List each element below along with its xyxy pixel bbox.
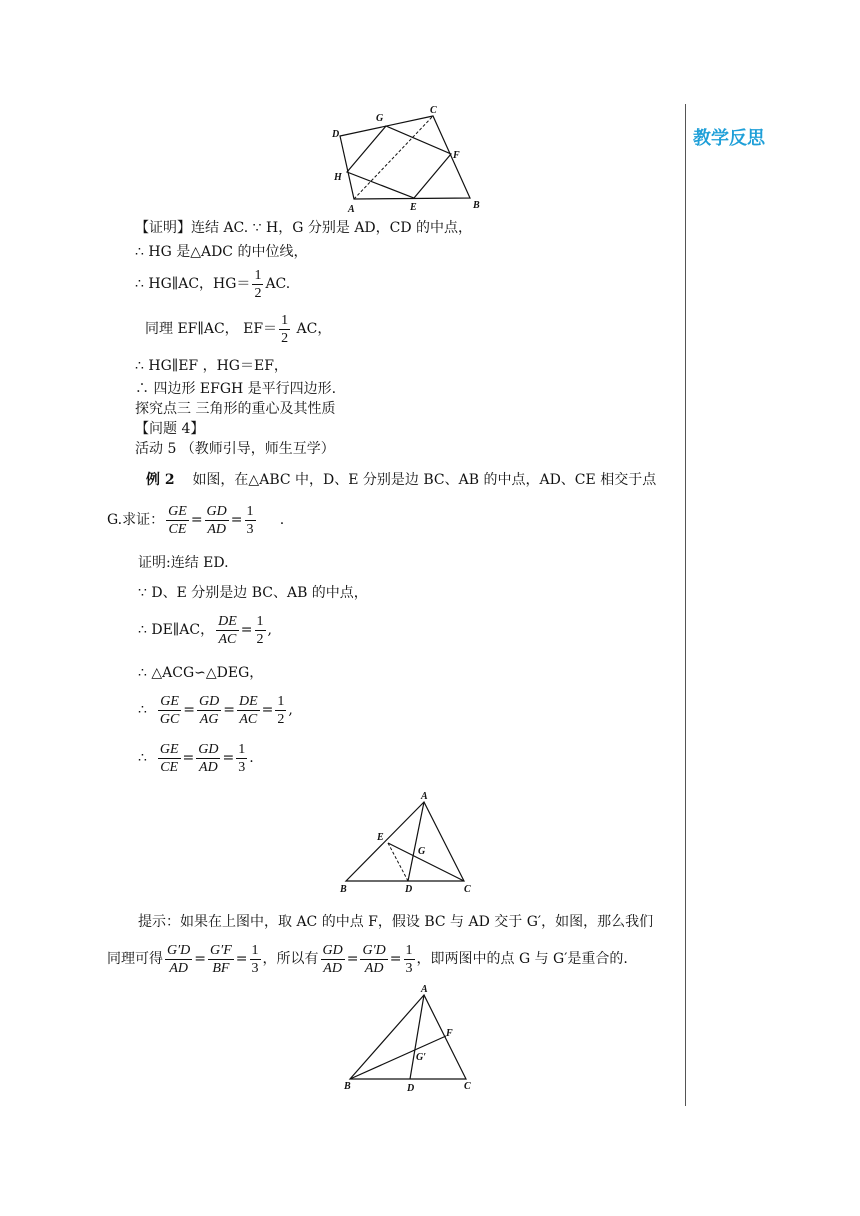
hint-text-b: ，所以有 [262,951,319,967]
label-g: G [376,113,384,124]
proof2-line6-end: . [249,750,254,766]
proof1-line4 [145,311,331,347]
fraction-ge-ce: $\frac{GE}{CE}$ [168,503,187,537]
fraction-third: $\frac{1}{3}$ [405,942,413,976]
proof2-line3-end: , [267,622,272,638]
hint-text-a: 同理可得 [107,951,163,967]
fraction-gd-ad: $\frac{GD}{AD}$ [206,503,227,537]
therefore-symbol: ∴ [138,702,147,718]
fraction-half: $\frac{1}{2}$ [256,613,264,647]
hint-text-c: ，即两图中的点 G 与 G′是重合的. [416,951,628,967]
divider-line [685,104,686,1106]
label-d: D [405,884,413,895]
fraction-gpd-ad: $\frac{G'D}{AD}$ [167,942,191,976]
proof2-line2: ∵ D、E 分别是边 BC、AB 的中点， [138,585,368,601]
proof2-line1: 证明:连结 ED. [138,555,229,571]
proof1-line4-text: 同理 EF∥AC， EF＝ [145,321,278,337]
example2-end: . [279,512,285,528]
figure-quadrilateral [330,100,490,215]
example2-line1 [146,471,656,489]
fraction-half: $\frac{1}{2}$ [277,693,285,727]
proof2-line3-text: ∴ DE∥AC， [138,622,215,638]
fraction-gpd-ad: $\frac{G'D}{AD}$ [362,942,386,976]
label-g-prime: G′ [416,1052,427,1063]
fraction-de-ac: $\frac{DE}{AC}$ [238,693,258,727]
fraction-ge-gc: $\frac{GE}{GC}$ [159,693,180,727]
proof1-line3-text: ∴ HG∥AC，HG＝ [135,276,251,292]
proof2-line4: ∴ △ACG∽△DEG， [138,665,264,681]
label-g: G [418,846,426,857]
fraction-gd-ad: $\frac{GD}{AD}$ [198,741,219,775]
label-a: A [421,984,428,995]
label-e: E [410,202,417,213]
label-f: F [446,1028,453,1039]
question-label: 【问题 4】 [135,421,205,437]
label-c: C [464,884,471,895]
section-title: 探究点三 三角形的重心及其性质 [135,401,336,417]
proof2-line6: ∴ $\frac{GE}{CE}$ = $\frac{GD}{AD}$ = $\frac{1}{3}$ . [138,741,254,775]
label-d: D [332,129,340,140]
therefore-symbol: ∴ [138,750,147,766]
label-a: A [421,791,428,802]
fraction-third: $\frac{1}{3}$ [238,741,246,775]
figure-triangle-median [338,980,478,1095]
proof1-line4-end: AC， [296,321,332,337]
proof1-line5: ∴ HG∥EF ，HG＝EF， [135,358,288,374]
fraction-third: $\frac{1}{3}$ [246,503,254,537]
label-e: E [377,832,384,843]
proof2-line3: ∴ DE∥AC， $\frac{DE}{AC}$ = $\frac{1}{2}$ , [138,613,272,647]
sidebar-title: 教学反思 [693,128,765,149]
fraction-gd-ad: $\frac{GD}{AD}$ [322,942,343,976]
label-b: B [344,1081,351,1092]
label-c: C [430,105,437,116]
label-f: F [453,150,460,161]
proof1-line6: ∴ 四边形 EFGH 是平行四边形. [135,381,337,397]
label-b: B [473,200,480,211]
example2-text: 如图，在△ABC 中，D、E 分别是边 BC、AB 的中点，AD、CE 相交于点 [192,472,657,488]
fraction-half: $\frac{1}{2}$ [254,267,262,301]
hint-line2: 同理可得 $\frac{G'D}{AD}$ = $\frac{G'F}{BF}$ = $\frac{1}{3}$ ，所以有 $\frac{GD}{AD}$ = $\frac{G'D}{AD}$ = $\frac{1}{3}$ ，即两图中的点 G 与 G′是重合的. [107,942,628,976]
label-c: C [464,1081,471,1092]
fraction-gpf-bf: $\frac{G'F}{BF}$ [210,942,232,976]
fraction-gd-ag: $\frac{GD}{AG}$ [199,693,220,727]
proof1-line3 [135,266,290,302]
fraction-half: $\frac{1}{2}$ [281,312,289,346]
hint-line1: 提示：如果在上图中，取 AC 的中点 F，假设 BC 与 AD 交于 G′，如图，那么我们 [138,914,654,930]
example2-prove: G.求证： [107,512,165,528]
fraction-ge-ce: $\frac{GE}{CE}$ [159,741,179,775]
activity-label: 活动 5 （教师引导，师生互学） [135,441,335,457]
proof2-line5: ∴ $\frac{GE}{GC}$ = $\frac{GD}{AG}$ = $\frac{DE}{AC}$ = $\frac{1}{2}$ , [138,693,293,727]
fraction-de-ac: $\frac{DE}{AC}$ [218,613,237,647]
example2-line2: G.求证： $\frac{GE}{CE}$ = $\frac{GD}{AD}$ = $\frac{1}{3}$ . [107,503,285,537]
proof1-line3-end: AC. [265,276,291,292]
figure-triangle-centroid [338,788,478,898]
label-b: B [340,884,347,895]
proof2-line5-end: , [288,702,293,718]
label-h: H [334,172,342,183]
proof1-line2: ∴ HG 是△ADC 的中位线， [135,244,308,260]
label-d: D [407,1083,415,1094]
example2-label: 例 2 [146,472,175,488]
fraction-third: $\frac{1}{3}$ [251,942,259,976]
proof1-line1: 【证明】连结 AC. ∵ H，G 分别是 AD，CD 的中点， [135,220,473,236]
label-a: A [348,204,355,215]
